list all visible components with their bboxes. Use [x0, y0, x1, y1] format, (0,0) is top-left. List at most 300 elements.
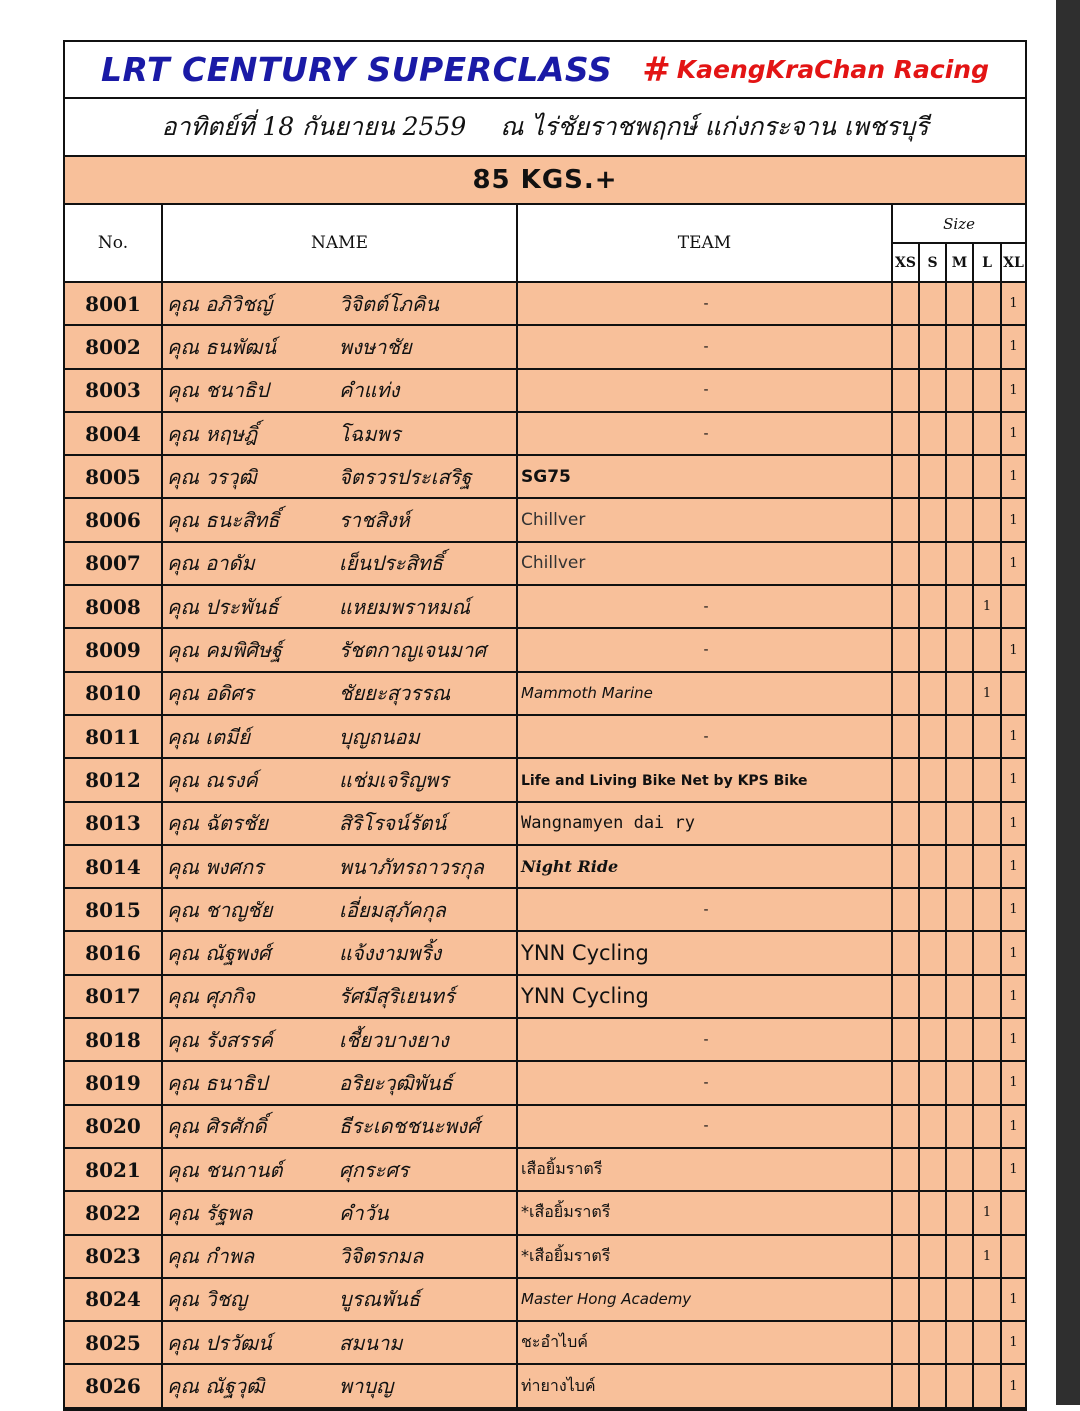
- name-prefix: คุณ: [167, 984, 199, 1009]
- rider-last-name: แช่มเจริญพร: [339, 767, 449, 792]
- size-xs-cell: [892, 931, 919, 974]
- size-xl-cell: 1: [1001, 628, 1025, 671]
- size-xs-cell: [892, 455, 919, 498]
- rider-number: 8001: [65, 282, 162, 325]
- size-s-cell: [919, 802, 946, 845]
- first-name: อดิศร: [205, 681, 254, 706]
- rider-number: 8012: [65, 758, 162, 801]
- name-prefix: คุณ: [167, 1330, 199, 1355]
- rider-first-name: [163, 980, 339, 1012]
- rider-team: [517, 1364, 892, 1407]
- table-row: [65, 585, 1025, 628]
- rider-name: [162, 931, 517, 974]
- size-m-cell: [946, 1235, 973, 1278]
- rider-team: [517, 715, 892, 758]
- size-s-cell: [919, 758, 946, 801]
- rider-number: 8023: [65, 1235, 162, 1278]
- size-s-cell: [919, 845, 946, 888]
- size-xl-cell: 1: [1001, 1321, 1025, 1364]
- size-l-cell: [973, 888, 1001, 931]
- size-s-cell: [919, 498, 946, 541]
- size-xl-cell: 1: [1001, 1061, 1025, 1104]
- rider-last-name: คำวัน: [339, 1200, 389, 1225]
- size-xl-cell: 1: [1001, 715, 1025, 758]
- rider-name: [162, 758, 517, 801]
- rider-team: [517, 542, 892, 585]
- rider-last-name: วิจิตต์โภคิน: [339, 291, 439, 316]
- size-m-cell: [946, 498, 973, 541]
- rider-first-name: [163, 374, 339, 406]
- size-xl-cell: [1001, 1235, 1025, 1278]
- rider-team: [517, 325, 892, 368]
- rider-team: [517, 1278, 892, 1321]
- size-xs-cell: [892, 715, 919, 758]
- rider-last-name: ศุกระศร: [339, 1157, 409, 1182]
- size-m-cell: [946, 455, 973, 498]
- size-xl-cell: 1: [1001, 975, 1025, 1018]
- first-name: หฤษฎิ์: [205, 421, 258, 446]
- size-xl-cell: 1: [1001, 1148, 1025, 1191]
- event-title: LRT CENTURY SUPERCLASS: [101, 50, 613, 89]
- scrollbar[interactable]: [1056, 0, 1080, 1405]
- size-xl-cell: 1: [1001, 888, 1025, 931]
- size-xs-cell: [892, 1061, 919, 1104]
- team-label: ชะอำไบค์: [521, 1332, 588, 1352]
- rider-name: [162, 845, 517, 888]
- name-prefix: คุณ: [167, 1244, 199, 1269]
- size-s-cell: [919, 1061, 946, 1104]
- size-xs-cell: [892, 802, 919, 845]
- rider-team: [517, 845, 892, 888]
- name-prefix: คุณ: [167, 378, 199, 403]
- size-l-cell: [973, 498, 1001, 541]
- size-xs-cell: [892, 845, 919, 888]
- rider-first-name: [163, 894, 339, 926]
- size-l-cell: [973, 412, 1001, 455]
- first-name: เตมีย์: [205, 724, 251, 749]
- size-xl-cell: 1: [1001, 802, 1025, 845]
- name-prefix: คุณ: [167, 1287, 199, 1312]
- table-row: [65, 672, 1025, 715]
- rider-name: [162, 1061, 517, 1104]
- size-m-cell: [946, 1105, 973, 1148]
- size-l-cell: [973, 715, 1001, 758]
- rider-name: [162, 975, 517, 1018]
- first-name: ธนพัฒน์: [205, 334, 277, 359]
- size-s-cell: [919, 628, 946, 671]
- first-name: ธนาธิป: [205, 1070, 268, 1095]
- rider-number: 8025: [65, 1321, 162, 1364]
- rider-team: [517, 628, 892, 671]
- event-date: อาทิตย์ที่ 18 กันยายน 2559: [161, 112, 467, 141]
- header-size-l: L: [973, 243, 1001, 282]
- table-row: [65, 1191, 1025, 1234]
- size-m-cell: [946, 1278, 973, 1321]
- rider-first-name: [163, 591, 339, 623]
- header-size: Size: [892, 205, 1025, 243]
- team-label: YNN Cycling: [521, 941, 649, 966]
- rider-name: [162, 369, 517, 412]
- team-label: Mammoth Marine: [521, 684, 653, 703]
- name-prefix: คุณ: [167, 897, 199, 922]
- size-l-cell: 1: [973, 1235, 1001, 1278]
- rider-first-name: [163, 288, 339, 320]
- rider-number: 8003: [65, 369, 162, 412]
- rider-first-name: [163, 1024, 339, 1056]
- rider-team: [517, 931, 892, 974]
- size-l-cell: [973, 1321, 1001, 1364]
- rider-team: [517, 1105, 892, 1148]
- size-xl-cell: [1001, 1191, 1025, 1234]
- table-row: [65, 542, 1025, 585]
- name-prefix: คุณ: [167, 1027, 199, 1052]
- size-s-cell: [919, 672, 946, 715]
- rider-last-name: สิริโรจน์รัตน์: [339, 811, 447, 836]
- size-xl-cell: 1: [1001, 282, 1025, 325]
- table-row: [65, 498, 1025, 541]
- team-label: -: [703, 642, 709, 659]
- racing-tag-label: KaengKraChan Racing: [676, 55, 989, 84]
- header-size-m: M: [946, 243, 973, 282]
- size-xl-cell: 1: [1001, 1364, 1025, 1407]
- rider-last-name: เชี้ยวบางยาง: [339, 1027, 449, 1052]
- size-m-cell: [946, 975, 973, 1018]
- table-row: [65, 975, 1025, 1018]
- size-xl-cell: 1: [1001, 455, 1025, 498]
- rider-number: 8022: [65, 1191, 162, 1234]
- rider-team: [517, 975, 892, 1018]
- size-m-cell: [946, 542, 973, 585]
- rider-name: [162, 325, 517, 368]
- team-label: YNN Cycling: [521, 984, 649, 1009]
- size-s-cell: [919, 1191, 946, 1234]
- first-name: ชาญชัย: [205, 897, 273, 922]
- rider-number: 8004: [65, 412, 162, 455]
- table-row: [65, 1278, 1025, 1321]
- size-l-cell: [973, 802, 1001, 845]
- weight-class: 85 KGS.+: [472, 165, 618, 195]
- size-xl-cell: [1001, 672, 1025, 715]
- first-name: ประพันธ์: [205, 594, 279, 619]
- first-name: รัฐพล: [205, 1200, 253, 1225]
- rider-team: [517, 802, 892, 845]
- rider-last-name: รัชตกาญเจนมาศ: [339, 638, 487, 663]
- rider-number: 8011: [65, 715, 162, 758]
- rider-number: 8002: [65, 325, 162, 368]
- table-row: [65, 758, 1025, 801]
- rider-name: [162, 1235, 517, 1278]
- size-xl-cell: 1: [1001, 931, 1025, 974]
- size-l-cell: 1: [973, 672, 1001, 715]
- rider-name: [162, 1191, 517, 1234]
- team-label: Master Hong Academy: [521, 1290, 692, 1309]
- size-s-cell: [919, 585, 946, 628]
- rider-name: [162, 455, 517, 498]
- name-prefix: คุณ: [167, 767, 199, 792]
- name-prefix: คุณ: [167, 854, 199, 879]
- rider-last-name: บูรณพันธ์: [339, 1287, 421, 1312]
- rider-number: 8015: [65, 888, 162, 931]
- first-name: คมพิศิษฐ์: [205, 638, 282, 663]
- team-label: Life and Living Bike Net by KPS Bike: [521, 772, 808, 789]
- size-l-cell: [973, 758, 1001, 801]
- name-prefix: คุณ: [167, 681, 199, 706]
- rider-number: 8014: [65, 845, 162, 888]
- table-row: [65, 888, 1025, 931]
- name-prefix: คุณ: [167, 1374, 199, 1399]
- rider-team: [517, 1321, 892, 1364]
- team-label: Night Ride: [521, 856, 619, 876]
- size-m-cell: [946, 1148, 973, 1191]
- team-label: -: [703, 728, 709, 745]
- rider-team: [517, 1148, 892, 1191]
- size-l-cell: [973, 845, 1001, 888]
- first-name: ณัฐพงศ์: [205, 941, 271, 966]
- rider-first-name: [163, 1110, 339, 1142]
- rider-name: [162, 585, 517, 628]
- rider-team: [517, 1018, 892, 1061]
- size-xl-cell: 1: [1001, 542, 1025, 585]
- size-s-cell: [919, 542, 946, 585]
- size-m-cell: [946, 845, 973, 888]
- size-l-cell: [973, 1105, 1001, 1148]
- first-name: ธนะสิทธิ์: [205, 508, 280, 533]
- size-m-cell: [946, 1321, 973, 1364]
- rider-first-name: [163, 1197, 339, 1229]
- rider-number: 8026: [65, 1364, 162, 1407]
- rider-last-name: พงษาชัย: [339, 334, 412, 359]
- name-prefix: คุณ: [167, 334, 199, 359]
- rider-first-name: [163, 547, 339, 579]
- rider-last-name: ราชสิงห์: [339, 508, 410, 533]
- rider-rows: [65, 282, 1025, 1408]
- name-prefix: คุณ: [167, 638, 199, 663]
- rider-name: [162, 888, 517, 931]
- first-name: วรวุฒิ: [205, 464, 257, 489]
- first-name: อาดัม: [205, 551, 255, 576]
- rider-first-name: [163, 1327, 339, 1359]
- size-m-cell: [946, 1364, 973, 1407]
- first-name: ฉัตรชัย: [205, 811, 268, 836]
- team-label: -: [703, 1074, 709, 1091]
- table-row: [65, 455, 1025, 498]
- size-s-cell: [919, 1321, 946, 1364]
- size-xs-cell: [892, 585, 919, 628]
- rider-last-name: พนาภัทรถาวรกุล: [339, 854, 484, 879]
- size-l-cell: [973, 1364, 1001, 1407]
- team-label: *เสือยิ้มราตรี: [521, 1245, 611, 1265]
- size-m-cell: [946, 1191, 973, 1234]
- size-xs-cell: [892, 628, 919, 671]
- team-label: -: [703, 338, 709, 355]
- team-label: Chillver: [521, 553, 586, 574]
- size-l-cell: [973, 1148, 1001, 1191]
- size-xs-cell: [892, 888, 919, 931]
- size-s-cell: [919, 1105, 946, 1148]
- rider-first-name: [163, 634, 339, 666]
- size-l-cell: 1: [973, 1191, 1001, 1234]
- size-s-cell: [919, 325, 946, 368]
- rider-last-name: บุญถนอม: [339, 724, 420, 749]
- header-name: NAME: [162, 205, 517, 282]
- rider-number: 8020: [65, 1105, 162, 1148]
- team-label: -: [703, 1118, 709, 1135]
- header-size-s: S: [919, 243, 946, 282]
- size-xs-cell: [892, 1018, 919, 1061]
- name-prefix: คุณ: [167, 551, 199, 576]
- header-size-xl: XL: [1001, 243, 1025, 282]
- rider-team: [517, 498, 892, 541]
- table-row: [65, 931, 1025, 974]
- size-xs-cell: [892, 1364, 919, 1407]
- rider-first-name: [163, 461, 339, 493]
- hashtag-icon: #: [642, 49, 671, 90]
- name-prefix: คุณ: [167, 1200, 199, 1225]
- size-xs-cell: [892, 1321, 919, 1364]
- size-m-cell: [946, 412, 973, 455]
- rider-last-name: โฉมพร: [339, 421, 401, 446]
- first-name: รังสรรค์: [205, 1027, 273, 1052]
- size-xs-cell: [892, 369, 919, 412]
- event-venue: ณ ไร่ชัยราชพฤกษ์ แก่งกระจาน เพชรบุรี: [500, 112, 929, 141]
- size-l-cell: [973, 542, 1001, 585]
- rider-team: [517, 412, 892, 455]
- rider-name: [162, 672, 517, 715]
- rider-number: 8010: [65, 672, 162, 715]
- rider-team: [517, 1235, 892, 1278]
- first-name: อภิวิชญ์: [205, 291, 273, 316]
- team-label: ท่ายางไบค์: [521, 1375, 596, 1395]
- size-l-cell: [973, 369, 1001, 412]
- team-label: -: [703, 1031, 709, 1048]
- size-s-cell: [919, 1148, 946, 1191]
- rider-name: [162, 1148, 517, 1191]
- rider-team: [517, 455, 892, 498]
- size-xl-cell: 1: [1001, 1105, 1025, 1148]
- size-xs-cell: [892, 1105, 919, 1148]
- weight-class-bar: [65, 157, 1025, 205]
- size-s-cell: [919, 1018, 946, 1061]
- rider-last-name: เอี่ยมสุภัคกุล: [339, 897, 446, 922]
- rider-name: [162, 1364, 517, 1407]
- rider-first-name: [163, 331, 339, 363]
- team-label: -: [703, 295, 709, 312]
- size-xs-cell: [892, 1148, 919, 1191]
- name-prefix: คุณ: [167, 1157, 199, 1182]
- rider-name: [162, 1018, 517, 1061]
- rider-team: [517, 888, 892, 931]
- racing-tag: [642, 50, 989, 90]
- rider-first-name: [163, 764, 339, 796]
- rider-number: 8006: [65, 498, 162, 541]
- size-l-cell: [973, 1278, 1001, 1321]
- first-name: พงศกร: [205, 854, 264, 879]
- name-prefix: คุณ: [167, 1070, 199, 1095]
- rider-first-name: [163, 677, 339, 709]
- rider-last-name: รัศมีสุริเยนทร์: [339, 984, 455, 1009]
- rider-name: [162, 282, 517, 325]
- size-xs-cell: [892, 498, 919, 541]
- rider-team: [517, 1191, 892, 1234]
- size-l-cell: [973, 455, 1001, 498]
- size-m-cell: [946, 931, 973, 974]
- rider-name: [162, 498, 517, 541]
- size-l-cell: [973, 325, 1001, 368]
- rider-last-name: คำแท่ง: [339, 378, 400, 403]
- team-label: Chillver: [521, 510, 586, 531]
- registration-sheet: [63, 40, 1027, 1411]
- rider-name: [162, 628, 517, 671]
- rider-name: [162, 1105, 517, 1148]
- first-name: กำพล: [205, 1244, 255, 1269]
- rider-last-name: อริยะวุฒิพันธ์: [339, 1070, 453, 1095]
- rider-number: 8024: [65, 1278, 162, 1321]
- header-no: No.: [65, 205, 162, 282]
- rider-first-name: [163, 1370, 339, 1402]
- rider-first-name: [163, 721, 339, 753]
- rider-name: [162, 802, 517, 845]
- title-bar: [65, 42, 1025, 99]
- table-row: [65, 1061, 1025, 1104]
- size-xs-cell: [892, 1278, 919, 1321]
- first-name: ณัฐวุฒิ: [205, 1374, 265, 1399]
- rider-team: [517, 369, 892, 412]
- size-xl-cell: 1: [1001, 845, 1025, 888]
- rider-first-name: [163, 418, 339, 450]
- size-xs-cell: [892, 975, 919, 1018]
- table-row: [65, 1148, 1025, 1191]
- size-l-cell: [973, 628, 1001, 671]
- rider-first-name: [163, 504, 339, 536]
- rider-number: 8005: [65, 455, 162, 498]
- size-s-cell: [919, 455, 946, 498]
- rider-number: 8016: [65, 931, 162, 974]
- size-m-cell: [946, 1061, 973, 1104]
- first-name: ณรงค์: [205, 767, 258, 792]
- rider-number: 8013: [65, 802, 162, 845]
- table-row: [65, 1018, 1025, 1061]
- rider-number: 8019: [65, 1061, 162, 1104]
- size-s-cell: [919, 888, 946, 931]
- name-prefix: คุณ: [167, 724, 199, 749]
- name-prefix: คุณ: [167, 508, 199, 533]
- rider-number: 8008: [65, 585, 162, 628]
- team-label: -: [703, 901, 709, 918]
- header-size-xs: XS: [892, 243, 919, 282]
- rider-last-name: วิจิตรกมล: [339, 1244, 424, 1269]
- first-name: ศิรศักดิ์: [205, 1114, 267, 1139]
- size-xl-cell: [1001, 585, 1025, 628]
- size-xs-cell: [892, 1191, 919, 1234]
- rider-last-name: เย็นประสิทธิ์: [339, 551, 444, 576]
- size-xs-cell: [892, 282, 919, 325]
- rider-first-name: [163, 1283, 339, 1315]
- size-m-cell: [946, 802, 973, 845]
- table-row: [65, 412, 1025, 455]
- rider-first-name: [163, 851, 339, 883]
- size-m-cell: [946, 369, 973, 412]
- size-xs-cell: [892, 542, 919, 585]
- size-l-cell: [973, 975, 1001, 1018]
- rider-name: [162, 542, 517, 585]
- size-l-cell: 1: [973, 585, 1001, 628]
- size-s-cell: [919, 1364, 946, 1407]
- rider-team: [517, 282, 892, 325]
- rider-name: [162, 1278, 517, 1321]
- table-row: [65, 1235, 1025, 1278]
- date-venue-bar: [65, 99, 1025, 157]
- size-m-cell: [946, 585, 973, 628]
